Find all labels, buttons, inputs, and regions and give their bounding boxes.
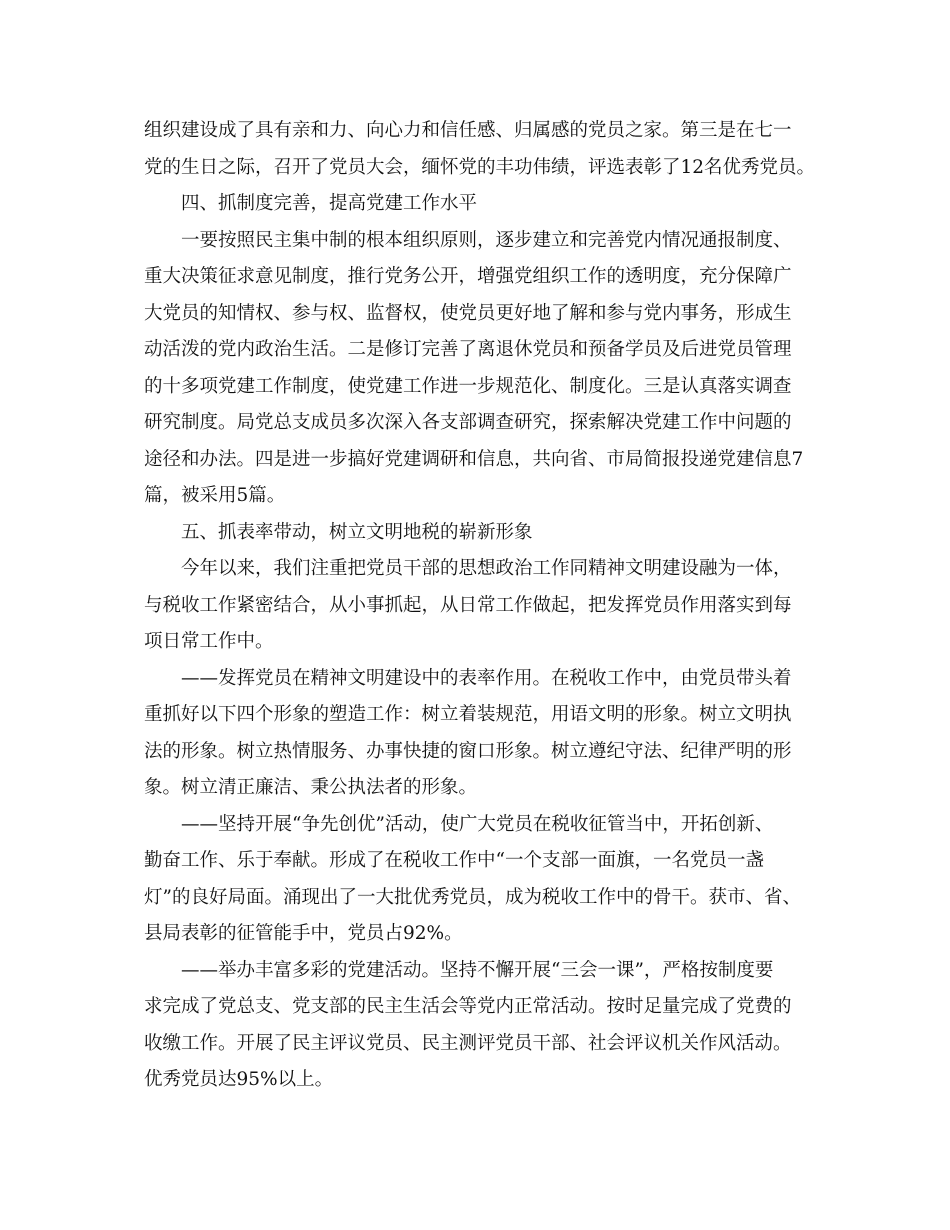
text-line: 研究制度。局党总支成员多次深入各支部调查研究，探索解决党建工作中问题的 (144, 412, 792, 433)
text-line: 的十多项党建工作制度，使党建工作进一步规范化、制度化。三是认真落实调查 (144, 375, 792, 397)
text-line: 途径和办法。四是进一步搞好党建调研和信息，共向省、市局简报投递党建信息7 (144, 448, 804, 470)
text-line: 灯”的良好局面。涌现出了一大批优秀党员，成为税收工作中的骨干。获市、省、 (144, 886, 801, 908)
text-line: 法的形象。树立热情服务、办事快捷的窗口形象。树立遵纪守法、纪律严明的形 (144, 740, 792, 762)
text-line: ——坚持开展“争先创优”活动，使广大党员在税收征管当中，开拓创新、 (181, 813, 774, 835)
text-line: 县局表彰的征管能手中，党员占92%。 (144, 923, 463, 944)
text-line: 优秀党员达95%以上。 (144, 1069, 334, 1090)
text-line: 象。树立清正廉洁、秉公执法者的形象。 (144, 777, 478, 798)
text-line: 大党员的知情权、参与权、监督权，使党员更好地了解和参与党内事务，形成生 (144, 302, 792, 324)
text-line: 重大决策征求意见制度，推行党务公开，增强党组织工作的透明度，充分保障广 (144, 266, 792, 287)
text-line: ——发挥党员在精神文明建设中的表率作用。在税收工作中，由党员带头着 (181, 667, 792, 689)
section-heading: 四、抓制度完善，提高党建工作水平 (181, 193, 478, 214)
text-line: 篇，被采用5篇。 (144, 485, 286, 506)
text-line: 勤奋工作、乐于奉献。形成了在税收工作中“一个支部一面旗，一名党员一盏 (144, 850, 764, 871)
text-line: 重抓好以下四个形象的塑造工作：树立着装规范，用语文明的形象。树立文明执 (144, 704, 792, 725)
text-line: 一要按照民主集中制的根本组织原则，逐步建立和完善党内情况通报制度、 (181, 229, 792, 251)
text-line: 收缴工作。开展了民主评议党员、民主测评党员干部、社会评议机关作风活动。 (144, 1032, 792, 1054)
text-line: 组织建设成了具有亲和力、向心力和信任感、归属感的党员之家。第三是在七一 (144, 120, 792, 141)
section-heading: 五、抓表率带动，树立文明地税的崭新形象 (181, 521, 533, 543)
text-line: 动活泼的党内政治生活。二是修订完善了离退休党员和预备学员及后进党员管理 (144, 339, 792, 360)
text-line: 今年以来，我们注重把党员干部的思想政治工作同精神文明建设融为一体， (181, 558, 792, 579)
text-line: 党的生日之际，召开了党员大会，缅怀党的丰功伟绩，评选表彰了12名优秀党员。 (144, 156, 816, 178)
text-line: ——举办丰富多彩的党建活动。坚持不懈开展“三会一课”，严格按制度要 (181, 959, 774, 981)
document-body (144, 113, 814, 1099)
text-line: 项日常工作中。 (144, 631, 274, 652)
text-line: 与税收工作紧密结合，从小事抓起，从日常工作做起，把发挥党员作用落实到每 (144, 594, 792, 616)
text-line: 求完成了党总支、党支部的民主生活会等党内正常活动。按时足量完成了党费的 (144, 996, 792, 1017)
